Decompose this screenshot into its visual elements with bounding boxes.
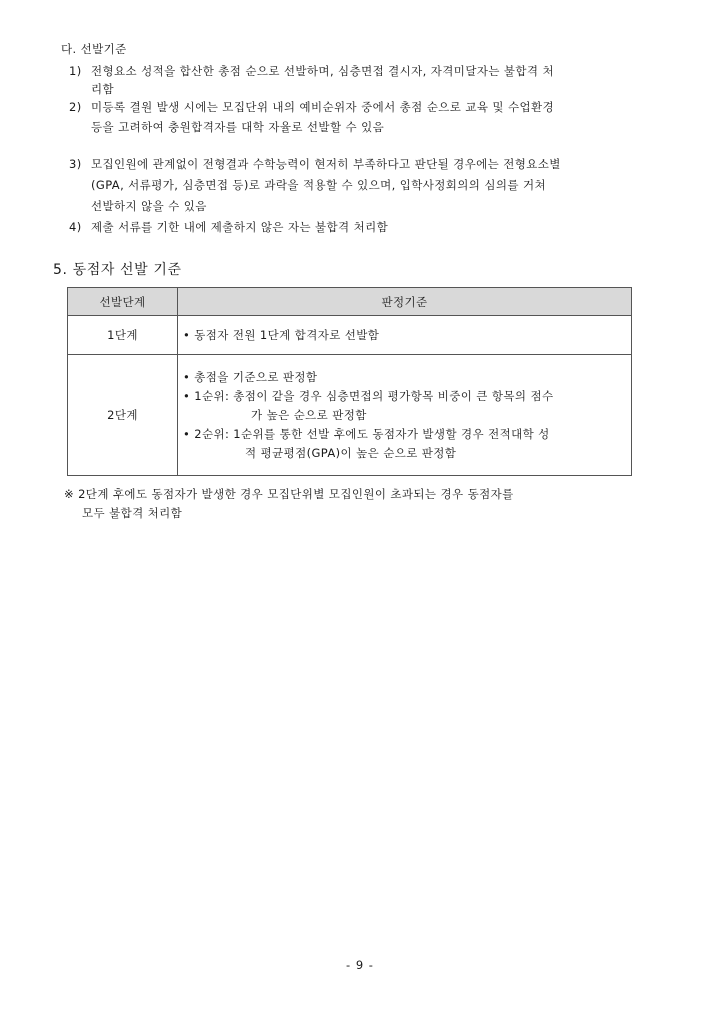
item-2-line-2: 등을 고려하여 충원합격자를 대학 자율로 선발할 수 있음 xyxy=(91,120,385,134)
header-stage: 선발단계 xyxy=(68,288,178,316)
item-4-number: 4) xyxy=(69,220,82,234)
item-3-line-1: 모집인원에 관계없이 전형결과 수학능력이 현저히 부족하다고 판단될 경우에는 전형요소별 xyxy=(91,157,561,171)
tiebreak-criteria-table xyxy=(67,287,632,476)
section-da-heading: 다. 선발기준 xyxy=(61,42,127,56)
table-header-row xyxy=(68,288,632,316)
section-5-heading: 5. 동점자 선발 기준 xyxy=(53,262,182,278)
table-row xyxy=(68,355,632,476)
criteria-line: • 2순위: 1순위를 통한 선발 후에도 동점자가 발생할 경우 전적대학 성 xyxy=(183,426,550,441)
criteria-cell xyxy=(178,316,632,355)
page-number: - 9 - xyxy=(346,958,374,972)
table-row xyxy=(68,316,632,355)
criteria-line-continued: 가 높은 순으로 판정함 xyxy=(251,407,367,422)
criteria-cell xyxy=(178,355,632,476)
header-criteria: 판정기준 xyxy=(178,288,632,316)
item-1-number: 1) xyxy=(69,64,82,78)
item-3-line-2: (GPA, 서류평가, 심층면접 등)로 과락을 적용할 수 있으며, 입학사정회의의 심의를 거쳐 xyxy=(91,178,546,192)
note-line-2: 모두 불합격 처리함 xyxy=(82,506,183,520)
stage-cell: 1단계 xyxy=(68,316,178,355)
item-3-line-3: 선발하지 않을 수 있음 xyxy=(91,199,207,213)
note-line-1: ※ 2단계 후에도 동점자가 발생한 경우 모집단위별 모집인원이 초과되는 경우 동점자를 xyxy=(64,487,514,501)
criteria-line: • 동점자 전원 1단계 합격자로 선발함 xyxy=(183,327,380,342)
item-1-line-1: 전형요소 성적을 합산한 총점 순으로 선발하며, 심층면접 결시자, 자격미달자는 불합격 처 xyxy=(91,64,554,78)
stage-cell: 2단계 xyxy=(68,355,178,476)
criteria-line: • 1순위: 총점이 같을 경우 심층면접의 평가항목 비중이 큰 항목의 점수 xyxy=(183,388,554,403)
item-1-line-2: 리함 xyxy=(91,82,115,96)
criteria-line: • 총점을 기준으로 판정함 xyxy=(183,369,318,384)
item-4-line-1: 제출 서류를 기한 내에 제출하지 않은 자는 불합격 처리함 xyxy=(91,220,389,234)
item-2-number: 2) xyxy=(69,100,82,114)
item-3-number: 3) xyxy=(69,157,82,171)
item-2-line-1: 미등록 결원 발생 시에는 모집단위 내의 예비순위자 중에서 총점 순으로 교육 및 수업환경 xyxy=(91,100,554,114)
criteria-line-continued: 적 평균평점(GPA)이 높은 순으로 판정함 xyxy=(245,445,457,460)
